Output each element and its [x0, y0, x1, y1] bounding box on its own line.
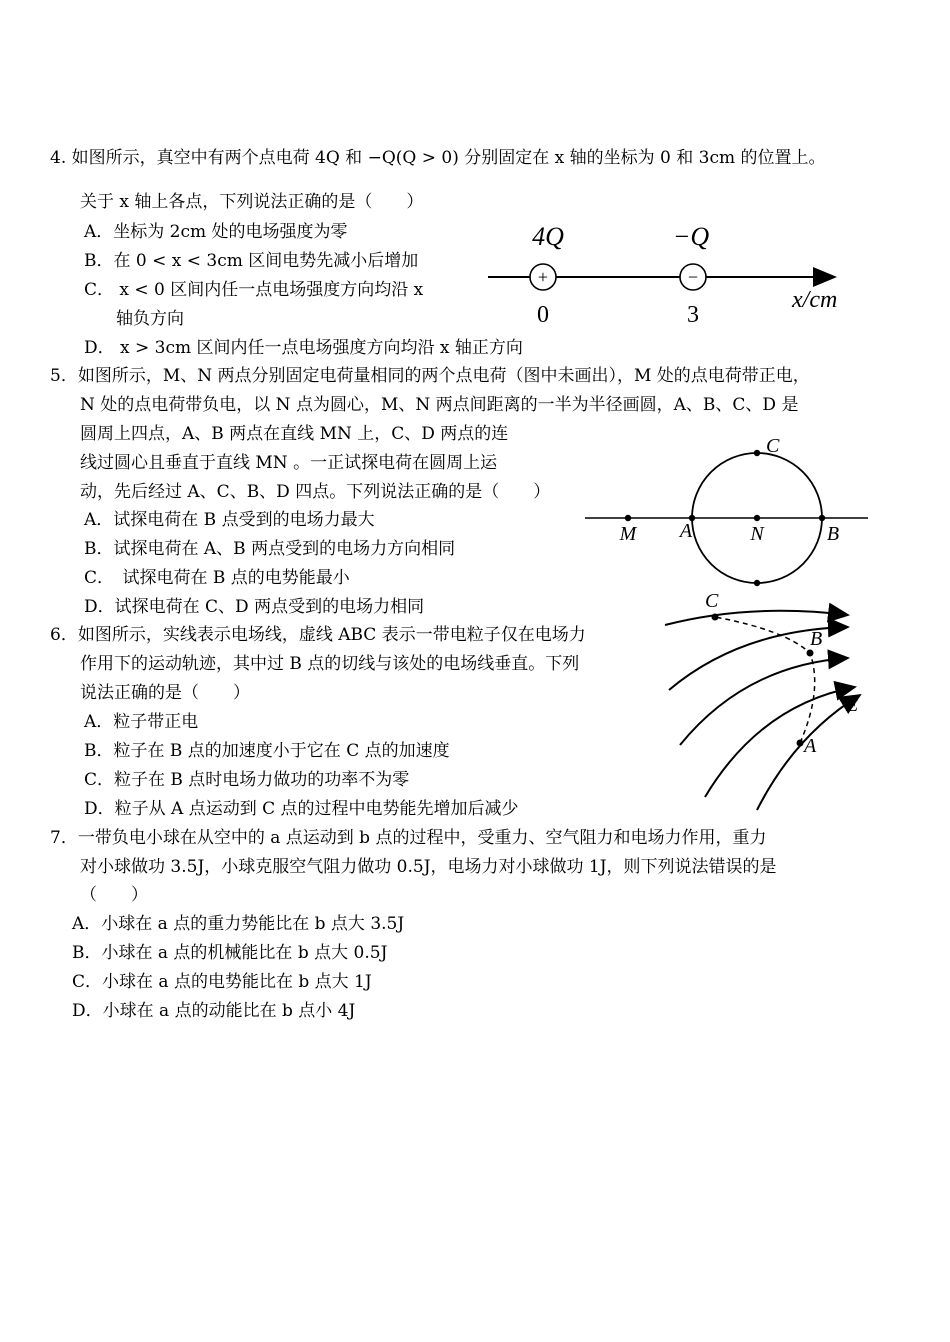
q4-stem-line-1: 4. 如图所示，真空中有两个点电荷 4Q 和 −Q(Q > 0) 分别固定在 x 轴的坐标为 0 和 3cm 的位置上。 [50, 148, 826, 168]
q5-stem-line-1: 5．如图所示，M、N 两点分别固定电荷量相同的两个点电荷（图中未画出），M 处的点电荷带正电， [50, 366, 810, 386]
q5-stem-line-5: 动，先后经过 A、C、B、D 四点。下列说法正确的是（ ） [80, 482, 551, 502]
label-e: E [846, 694, 859, 716]
label-b: B [826, 523, 840, 545]
q6-option-d: D．粒子从 A 点运动到 C 点的过程中电势能先增加后减少 [84, 799, 519, 819]
q6-figure-field-lines [655, 585, 895, 825]
q6-stem-line-1: 6．如图所示，实线表示电场线，虚线 ABC 表示一带电粒子仅在电场力 [50, 625, 586, 645]
q7-stem-line-2: 对小球做功 3.5J，小球克服空气阻力做功 0.5J，电场力对小球做功 1J，则下列说法错误的是 [80, 857, 777, 877]
tick-label-3: 3 [687, 302, 699, 328]
charge-label-negq: −Q [672, 222, 710, 251]
q4-option-a: A．坐标为 2cm 处的电场强度为零 [84, 222, 348, 242]
point-c [754, 450, 760, 456]
q7-option-c: C．小球在 a 点的电势能比在 b 点大 1J [72, 972, 372, 992]
q6-stem-line-3: 说法正确的是（ ） [80, 683, 250, 703]
q5-stem-line-4: 线过圆心且垂直于直线 MN 。一正试探电荷在圆周上运 [80, 453, 498, 473]
plus-sign: + [537, 267, 549, 287]
trajectory-abc [715, 617, 815, 743]
q7-stem-line-1: 7．一带负电小球在从空中的 a 点运动到 b 点的过程中，受重力、空气阻力和电场力作用，重力 [50, 828, 767, 848]
point-b [819, 515, 825, 521]
q5-option-b: B．试探电荷在 A、B 两点受到的电场力方向相同 [84, 539, 456, 559]
q4-stem-line-2: 关于 x 轴上各点，下列说法正确的是（ ） [80, 192, 424, 212]
q6-stem-line-2: 作用下的运动轨迹，其中过 B 点的切线与该处的电场线垂直。下列 [80, 654, 580, 674]
label-a: A [679, 520, 693, 542]
q6-option-b: B．粒子在 B 点的加速度小于它在 C 点的加速度 [84, 741, 450, 761]
q5-stem-line-2: N 处的点电荷带负电，以 N 点为圆心，M、N 两点间距离的一半为半径画圆，A、B、C、D 是 [80, 395, 799, 415]
q7-option-b: B．小球在 a 点的机械能比在 b 点大 0.5J [72, 943, 388, 963]
q5-figure-circle [580, 432, 880, 602]
label-n: N [750, 523, 764, 545]
point-a [797, 740, 804, 747]
tick-label-0: 0 [537, 302, 549, 328]
axis-label-x-cm: x/cm [792, 287, 838, 313]
q5-option-c: C． 试探电荷在 B 点的电势能最小 [84, 568, 350, 588]
field-line-4 [705, 687, 855, 797]
label-b: B [810, 628, 823, 650]
minus-sign: − [687, 267, 699, 287]
q4-option-c-cont: 轴负方向 [116, 309, 184, 329]
q7-option-a: A．小球在 a 点的重力势能比在 b 点大 3.5J [72, 914, 405, 934]
q4-option-b: B．在 0 < x < 3cm 区间电势先减小后增加 [84, 251, 419, 271]
q5-option-d: D．试探电荷在 C、D 两点受到的电场力相同 [84, 597, 425, 617]
q5-stem-line-3: 圆周上四点，A、B 两点在直线 MN 上，C、D 两点的连 [80, 424, 509, 444]
q7-stem-line-3: （ ） [80, 885, 148, 905]
q4-option-c: C． x < 0 区间内任一点电场强度方向均沿 x [84, 280, 424, 300]
q4-option-d: D． x > 3cm 区间内任一点电场强度方向均沿 x 轴正方向 [84, 338, 523, 358]
field-line-3 [680, 658, 848, 745]
label-a: A [804, 735, 817, 757]
q6-option-c: C．粒子在 B 点时电场力做功的功率不为零 [84, 770, 410, 790]
q6-option-a: A．粒子带正电 [84, 712, 199, 732]
q7-option-d: D．小球在 a 点的动能比在 b 点小 4J [72, 1001, 356, 1021]
point-b [807, 650, 814, 657]
q5-option-a: A．试探电荷在 B 点受到的电场力最大 [84, 510, 375, 530]
q4-figure-charges-axis [480, 215, 860, 330]
point-c [712, 614, 719, 621]
label-m: M [619, 523, 637, 545]
field-line-1 [665, 611, 848, 625]
label-c: C [705, 590, 719, 612]
point-m [625, 515, 631, 521]
label-c: C [766, 435, 780, 457]
point-n [754, 515, 760, 521]
charge-label-4q: 4Q [532, 222, 564, 251]
